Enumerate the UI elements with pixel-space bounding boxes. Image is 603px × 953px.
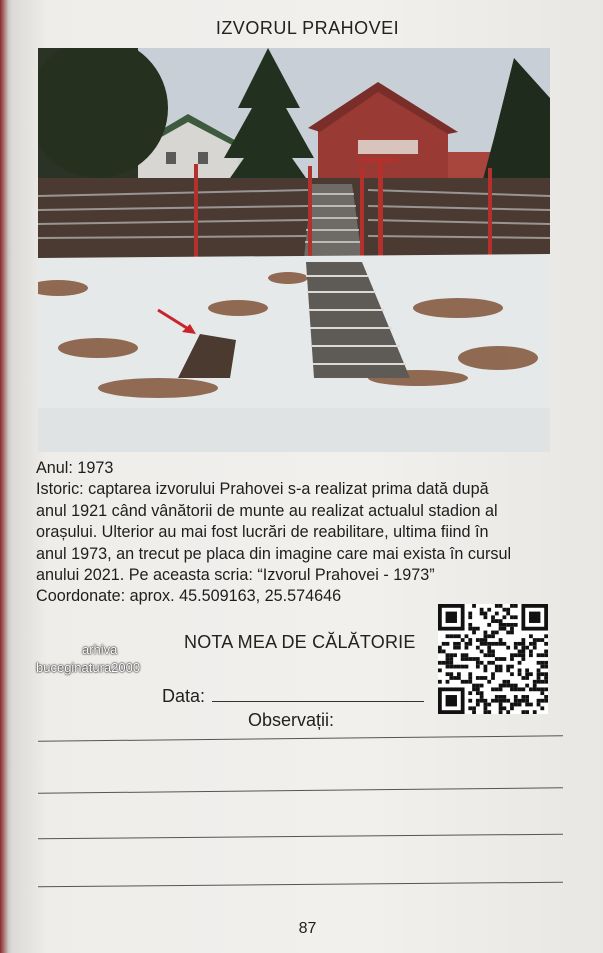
info-text	[36, 458, 566, 608]
info-history-line: anul 1973, an trecut pe placa din imagine care mai exista în cursul	[36, 544, 512, 563]
observation-line[interactable]	[38, 735, 563, 741]
info-history-line: anului 2021. Pe aceasta scria: “Izvorul Prahovei - 1973”	[36, 566, 435, 585]
qr-code-icon[interactable]	[438, 604, 548, 714]
info-history-line: orașului. Ulterior au mai fost lucrări de reabilitare, ultima fiind în	[36, 523, 489, 542]
location-photo	[38, 48, 550, 452]
info-year: Anul: 1973	[36, 459, 114, 477]
info-coordinates: Coordonate: aprox. 45.509163, 25.574646	[36, 587, 342, 606]
book-page	[12, 0, 603, 953]
page-number: 87	[298, 920, 317, 937]
watermark-line1: arhiva	[82, 642, 118, 657]
observation-line[interactable]	[38, 787, 563, 793]
travel-note-title: NOTA MEA DE CĂLĂTORIE	[184, 632, 416, 652]
observation-line[interactable]	[38, 834, 563, 840]
watermark-line2: buceginatura2000	[36, 660, 141, 675]
page-title: IZVORUL PRAHOVEI	[215, 18, 400, 38]
date-field-line[interactable]	[212, 701, 424, 702]
observation-line[interactable]	[38, 882, 563, 888]
info-history-line: Istoric: captarea izvorului Prahovei s-a realizat prima dată după	[36, 480, 489, 499]
date-label: Data:	[162, 686, 206, 706]
info-history-line: anul 1921 când vânătorii de munte au realizat actualul stadion al	[36, 501, 498, 520]
observations-label: Observații:	[248, 710, 335, 730]
